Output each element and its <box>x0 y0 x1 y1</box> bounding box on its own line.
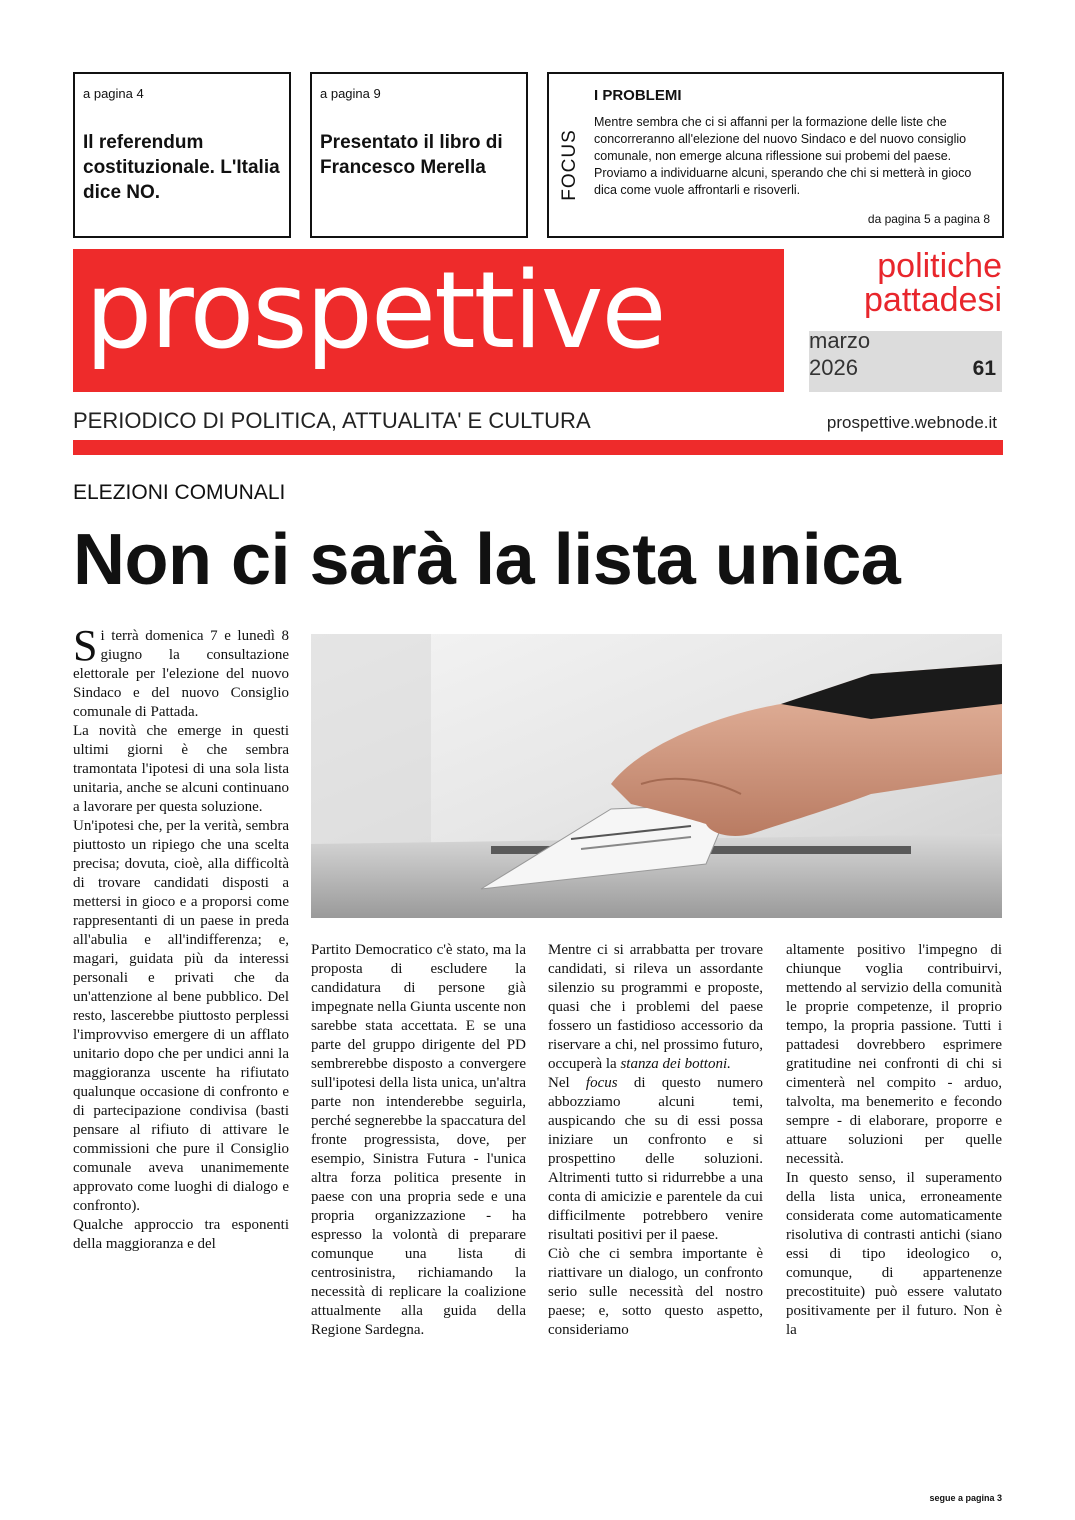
focus-title: I PROBLEMI <box>594 87 682 104</box>
masthead-logo <box>73 249 784 392</box>
paragraph: Qualche approccio tra esponenti della maggioranza e del <box>73 1217 289 1252</box>
focus-page-ref: da pagina 5 a pagina 8 <box>867 212 990 226</box>
issue-year: 2026 <box>809 355 858 380</box>
continue-ref[interactable]: segue a pagina 3 <box>929 1493 1002 1503</box>
teaser-box-libro[interactable] <box>310 72 528 238</box>
paragraph-text: Nel <box>548 1075 570 1091</box>
website-link[interactable]: prospettive.webnode.it <box>826 413 997 432</box>
article-column-1 <box>73 621 289 1254</box>
paragraph: In questo senso, il superamento della lista unica, erroneamente considerata come automaticamente risolutiva di contrasti antichi (siano essi di tipo ideologico o, comunque, di appartenenze precostituite) può essere valutato positivamente per il futuro. Non è la <box>786 1170 1002 1338</box>
tagline-pattadesi: pattadesi <box>864 281 1002 319</box>
paragraph: La novità che emerge in questi ultimi giorni è che sembra tramontata l'ipotesi di una sola lista unitaria, anche se alcuni continuano a lavorare per questa soluzione. <box>73 723 289 815</box>
focus-text: Mentre sembra che ci si affanni per la formazione delle liste che concorreranno all'elezione del nuovo Sindaco e del nuovo consiglio comunale, non emerge alcuna riflessione sui probemi del paese. Proviamo a individuarne alcuni, sperando che chi si metterà in gioco dica come vuole affrontarli e risoverli. <box>594 115 972 197</box>
article-column-4 <box>786 941 1002 1340</box>
periodical-subtitle: PERIODICO DI POLITICA, ATTUALITA' E CULTURA <box>73 408 591 433</box>
teaser-page-ref: a pagina 9 <box>320 86 381 101</box>
paragraph: Partito Democratico c'è stato, ma la proposta di escludere la candidatura di persone già impegnate nella Giunta uscente non sarebbe stata accettata. E se una parte del gruppo dirigente del PD sembrerebbe disposto a convergere sull'ipotesi della lista unica, un'altra parte non intenderebbe seguirla, perché segnerebbe la spaccatura del fronte progressista, dove, per esempio, Sinistra Futura - l'unica altra forza politica presente in paese con una propria sede e una propria organizzazione - ha espresso la volontà di preparare comunque una lista di centrosinistra, richiamando la necessità di replicare la coalizione attualmente alla guida della Regione Sardegna. <box>311 942 526 1338</box>
emphasis: stanza dei bottoni. <box>620 1056 731 1072</box>
focus-box[interactable] <box>547 72 1004 238</box>
issue-number: 61 <box>972 357 996 380</box>
focus-label: FOCUS <box>559 129 580 201</box>
paragraph: Un'ipotesi che, per la verità, sembra piuttosto un ripiego che una scelta precisa; dovuta, cioè, alla difficoltà di trovare candidati disposti a mettersi in gioco e a proporsi come rappresentanti di un paese in preda all'abulia e all'indifferenza; e, magari, guidata più da interessi personali e privati che da un'attenzione al bene pubblico. Del resto, lascerebbe piuttosto perplessi l'improvviso emergere di un afflato unitario dopo che per undici anni la maggioranza uscente ha rifiutato qualunque occasione di confronto e di partecipazione condivisa (basti pensare al rifiuto di attivare le commissioni che pure il Consiglio comunale aveva unanimemente approvato come luoghi di dialogo e confronto). <box>73 818 289 1214</box>
paragraph-text: di questo numero abbozziamo alcuni temi, auspicando che su di essi possa iniziare un confronto e si prospettino delle soluzioni. Altrimenti tutto si ridurrebbe a una conta di amicizie e parentele da cui difficilmente potrebbero venire risultati positivi per il paese. <box>548 1075 763 1243</box>
issue-info <box>809 328 1002 392</box>
teaser-title: Presentato il libro di Francesco Merella <box>320 132 503 178</box>
article-kicker: ELEZIONI COMUNALI <box>73 481 286 504</box>
divider-bar <box>73 440 1003 455</box>
paragraph: i terrà domenica 7 e lunedì 8 giugno la consultazione elettorale per l'elezione del nuovo Sindaco e del nuovo Consiglio comunale di Pattada. <box>73 628 289 720</box>
emphasis: focus <box>585 1075 618 1091</box>
paragraph-text: Mentre ci si arrabbatta per trovare candidati, si rileva un assordante silenzio su programmi e proposte, quasi che i problemi del paese fossero un fastidioso accessorio da riservare a chi, nel prossimo futuro, occuperà la <box>548 942 763 1072</box>
issue-month: marzo <box>809 328 871 353</box>
teaser-page-ref: a pagina 4 <box>83 86 144 101</box>
article-headline: Non ci sarà la lista unica <box>73 520 901 600</box>
teaser-title: Il referendum costituzionale. L'Italia dice NO. <box>83 132 280 203</box>
paragraph: Ciò che ci sembra importante è riattivare un dialogo, un confronto serio sulle necessità del nostro paese; e, sotto questo aspetto, consideriamo <box>548 1246 763 1338</box>
article-column-2 <box>311 941 526 1340</box>
drop-cap: S <box>73 621 98 670</box>
ballot-box-photo <box>311 634 1002 918</box>
article-column-3 <box>548 941 763 1340</box>
tagline-politiche: politiche <box>877 247 1002 285</box>
paragraph: altamente positivo l'impegno di chiunque voglia contribuirvi, mettendo al servizio della comunità le proprie competenze, il proprio tempo, la propria passione. Tutti i pattadesi dovrebbero esprimere gratitudine nei confronti di chi si cimenterà nel compito - arduo, talvolta, ma benemerito e fecondo sempre - di elaborare, proporre e attuare soluzioni per quelle necessità. <box>786 942 1002 1167</box>
masthead-title: prospettive <box>85 249 665 372</box>
teaser-box-referendum[interactable] <box>73 72 291 238</box>
